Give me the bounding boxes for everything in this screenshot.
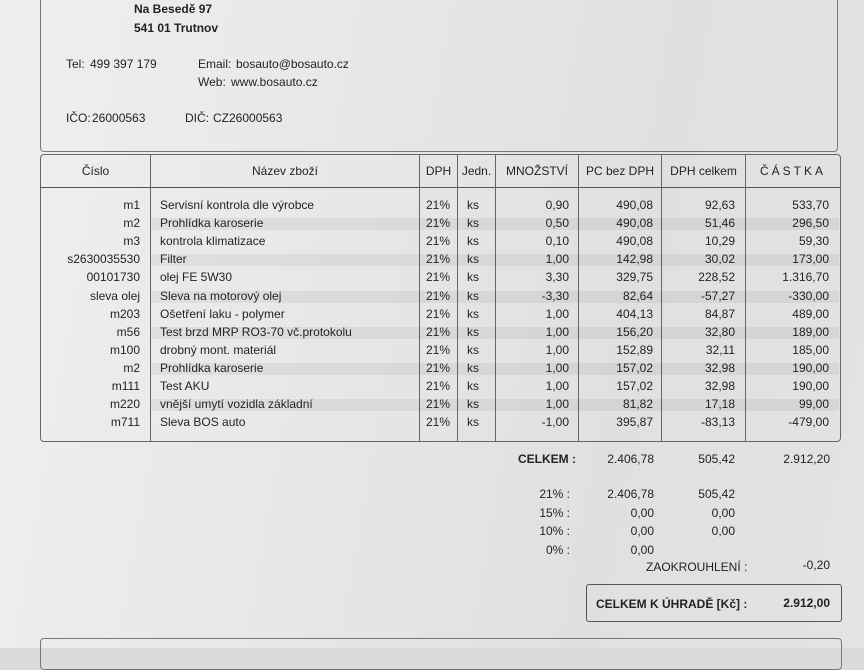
- cell-castka: 190,00: [792, 379, 829, 393]
- rounding-value: -0,20: [802, 558, 830, 572]
- cell-jedn: ks: [467, 234, 479, 249]
- table-row: [41, 305, 840, 323]
- cell-mnozstvi: 1,00: [545, 379, 569, 393]
- dic-value: CZ26000563: [213, 111, 283, 125]
- ico-label: IČO:: [66, 111, 91, 125]
- table-row: [41, 377, 840, 395]
- cell-dph-celkem: 228,52: [698, 270, 735, 285]
- cell-dph: 21%: [426, 306, 451, 321]
- total-vat: 505,42: [698, 452, 735, 466]
- header-castka: ČÁSTKA: [759, 164, 826, 178]
- cell-castka: 489,00: [792, 306, 829, 321]
- cell-pc-bez-dph: 81,82: [622, 397, 653, 412]
- cell-nazev: Sleva BOS auto: [160, 415, 246, 430]
- header-cislo: Číslo: [81, 164, 110, 178]
- cell-jedn: ks: [467, 306, 479, 321]
- cell-pc-bez-dph: 82,64: [622, 288, 653, 303]
- cell-dph: 21%: [426, 379, 451, 393]
- cell-dph: 21%: [426, 252, 451, 267]
- header-pc-bez-dph: PC bez DPH: [585, 164, 655, 178]
- vat-base: 2.406,78: [607, 487, 654, 501]
- dic-label: DIČ:: [185, 111, 209, 125]
- cell-jedn: ks: [467, 252, 479, 267]
- vat-rate: 21% :: [539, 487, 570, 501]
- total-amount: 2.912,20: [783, 452, 830, 466]
- cell-pc-bez-dph: 395,87: [616, 415, 653, 430]
- vat-amount: 505,42: [698, 487, 735, 501]
- cell-nazev: Test AKU: [160, 379, 210, 393]
- cell-castka: 173,00: [792, 252, 829, 267]
- table-row: [41, 232, 840, 250]
- cell-nazev: Ošetření laku - polymer: [160, 306, 285, 321]
- cell-dph: 21%: [426, 324, 451, 339]
- cell-mnozstvi: -3,30: [541, 288, 569, 303]
- cell-mnozstvi: 1,00: [545, 397, 569, 412]
- email-label: Email:: [198, 57, 232, 71]
- cell-cislo: m100: [109, 342, 140, 357]
- cell-mnozstvi: 3,30: [545, 270, 569, 285]
- cell-jedn: ks: [467, 415, 479, 430]
- cell-nazev: Servisní kontrola dle výrobce: [160, 198, 315, 212]
- company-street: Na Besedě 97: [134, 2, 213, 16]
- cell-cislo: m3: [123, 234, 140, 249]
- cell-jedn: ks: [467, 342, 479, 357]
- cell-dph-celkem: 92,63: [704, 198, 735, 212]
- ico-value: 26000563: [92, 111, 146, 125]
- cell-dph: 21%: [426, 415, 451, 430]
- cell-pc-bez-dph: 490,08: [616, 216, 653, 231]
- cell-mnozstvi: 1,00: [545, 342, 569, 357]
- cell-pc-bez-dph: 156,20: [616, 324, 653, 339]
- cell-castka: 190,00: [792, 360, 829, 375]
- cell-jedn: ks: [467, 288, 479, 303]
- cell-castka: 533,70: [792, 198, 829, 212]
- items-table: [40, 154, 841, 442]
- cell-cislo: m220: [109, 397, 140, 412]
- table-row: [41, 341, 840, 359]
- rounding-label: ZAOKROUHLENÍ :: [646, 560, 748, 574]
- cell-cislo: m111: [111, 379, 140, 393]
- cell-dph: 21%: [426, 270, 451, 285]
- vat-base: 0,00: [630, 505, 654, 520]
- cell-jedn: ks: [467, 198, 479, 212]
- cell-dph: 21%: [426, 288, 451, 303]
- cell-cislo: sleva olej: [89, 288, 140, 303]
- cell-castka: 189,00: [792, 324, 829, 339]
- cell-dph: 21%: [426, 216, 451, 231]
- cell-cislo: m2: [123, 216, 140, 231]
- header-dph: DPH: [425, 164, 452, 178]
- cell-mnozstvi: 0,10: [545, 234, 569, 249]
- cell-dph-celkem: 32,11: [705, 342, 735, 357]
- vat-base: 0,00: [630, 542, 654, 557]
- header-dph-celkem: DPH celkem: [670, 164, 737, 178]
- cell-cislo: m203: [109, 306, 140, 321]
- cell-dph-celkem: -83,13: [700, 415, 735, 430]
- cell-castka: 99,00: [798, 397, 829, 412]
- cell-pc-bez-dph: 152,89: [616, 342, 653, 357]
- cell-dph-celkem: 30,02: [704, 252, 735, 267]
- cell-cislo: m56: [116, 324, 140, 339]
- cell-pc-bez-dph: 157,02: [616, 360, 653, 375]
- cell-cislo: m2: [123, 360, 140, 375]
- cell-dph-celkem: 51,46: [704, 216, 735, 231]
- cell-nazev: Sleva na motorový olej: [160, 288, 282, 303]
- cell-jedn: ks: [467, 360, 479, 375]
- footer-box: [40, 638, 842, 670]
- cell-castka: 185,00: [792, 342, 829, 357]
- amount-due-value: 2.912,00: [783, 596, 830, 610]
- cell-jedn: ks: [467, 379, 479, 393]
- table-row: [41, 413, 840, 431]
- cell-jedn: ks: [467, 324, 479, 339]
- cell-jedn: ks: [467, 397, 479, 412]
- cell-castka: 59,30: [798, 234, 829, 249]
- total-label: CELKEM :: [518, 452, 576, 466]
- cell-pc-bez-dph: 490,08: [616, 234, 653, 249]
- cell-dph: 21%: [426, 234, 451, 249]
- cell-dph-celkem: -57,27: [700, 288, 735, 303]
- cell-dph-celkem: 17,18: [704, 397, 735, 412]
- cell-cislo: m711: [110, 415, 140, 430]
- cell-dph-celkem: 32,98: [704, 379, 735, 393]
- cell-nazev: olej FE 5W30: [160, 270, 233, 285]
- cell-dph: 21%: [426, 198, 451, 212]
- cell-pc-bez-dph: 157,02: [616, 379, 653, 393]
- vat-rate: 15% :: [539, 505, 570, 520]
- cell-nazev: Prohlídka karoserie: [160, 360, 264, 375]
- email-value: bosauto@bosauto.cz: [236, 57, 349, 71]
- amount-due-label: CELKEM K ÚHRADĚ [Kč] :: [596, 597, 748, 611]
- table-row: [41, 359, 840, 377]
- cell-pc-bez-dph: 404,13: [616, 306, 653, 321]
- cell-mnozstvi: 1,00: [545, 360, 569, 375]
- cell-jedn: ks: [467, 270, 479, 285]
- total-base: 2.406,78: [607, 452, 654, 466]
- cell-castka: 296,50: [792, 216, 829, 231]
- table-row: [41, 196, 840, 214]
- vat-amount: 0,00: [711, 505, 735, 520]
- cell-castka: -479,00: [788, 415, 829, 430]
- cell-dph-celkem: 10,29: [704, 234, 735, 249]
- table-row: [41, 395, 840, 413]
- table-row: [41, 250, 840, 268]
- phone-value: 499 397 179: [90, 57, 157, 71]
- cell-cislo: s2630035530: [67, 252, 140, 267]
- cell-mnozstvi: 0,50: [545, 216, 569, 231]
- web-value: www.bosauto.cz: [231, 75, 318, 89]
- cell-nazev: Filter: [160, 252, 187, 267]
- company-city: 541 01 Trutnov: [134, 21, 219, 35]
- cell-mnozstvi: 1,00: [545, 252, 569, 267]
- table-row: [41, 214, 840, 232]
- phone-label: Tel:: [66, 57, 85, 71]
- cell-nazev: Test brzd MRP RO3-70 vč.protokolu: [160, 324, 352, 339]
- cell-mnozstvi: -1,00: [541, 415, 569, 430]
- cell-nazev: drobný mont. materiál: [160, 342, 277, 357]
- cell-castka: 1.316,70: [782, 270, 829, 285]
- table-row: [41, 287, 840, 305]
- cell-dph: 21%: [426, 342, 451, 357]
- cell-dph-celkem: 32,98: [704, 360, 735, 375]
- cell-dph-celkem: 84,87: [704, 306, 735, 321]
- table-row: [41, 323, 840, 341]
- cell-mnozstvi: 1,00: [545, 306, 569, 321]
- header-nazev: Název zboží: [251, 164, 319, 178]
- cell-nazev: vnější umytí vozidla základní: [160, 397, 313, 412]
- cell-mnozstvi: 1,00: [545, 324, 569, 339]
- cell-castka: -330,00: [788, 288, 829, 303]
- cell-cislo: m1: [123, 198, 140, 212]
- cell-pc-bez-dph: 142,98: [616, 252, 653, 267]
- vat-amount: 0,00: [711, 524, 735, 538]
- cell-pc-bez-dph: 329,75: [616, 270, 653, 285]
- vat-base: 0,00: [630, 524, 654, 538]
- cell-dph-celkem: 32,80: [704, 324, 735, 339]
- header-mnozstvi: MNOŽSTVÍ: [506, 164, 568, 178]
- cell-dph: 21%: [426, 360, 451, 375]
- header-jedn: Jedn.: [461, 164, 492, 178]
- cell-nazev: kontrola klimatizace: [160, 234, 266, 249]
- cell-dph: 21%: [426, 397, 451, 412]
- web-label: Web:: [198, 75, 226, 89]
- vat-rate: 0% :: [545, 542, 570, 557]
- cell-mnozstvi: 0,90: [545, 198, 569, 212]
- table-row: [41, 268, 840, 286]
- cell-nazev: Prohlídka karoserie: [160, 216, 264, 231]
- cell-cislo: 00101730: [86, 270, 140, 285]
- vat-rate: 10% :: [539, 524, 570, 538]
- cell-pc-bez-dph: 490,08: [616, 198, 653, 212]
- cell-jedn: ks: [467, 216, 479, 231]
